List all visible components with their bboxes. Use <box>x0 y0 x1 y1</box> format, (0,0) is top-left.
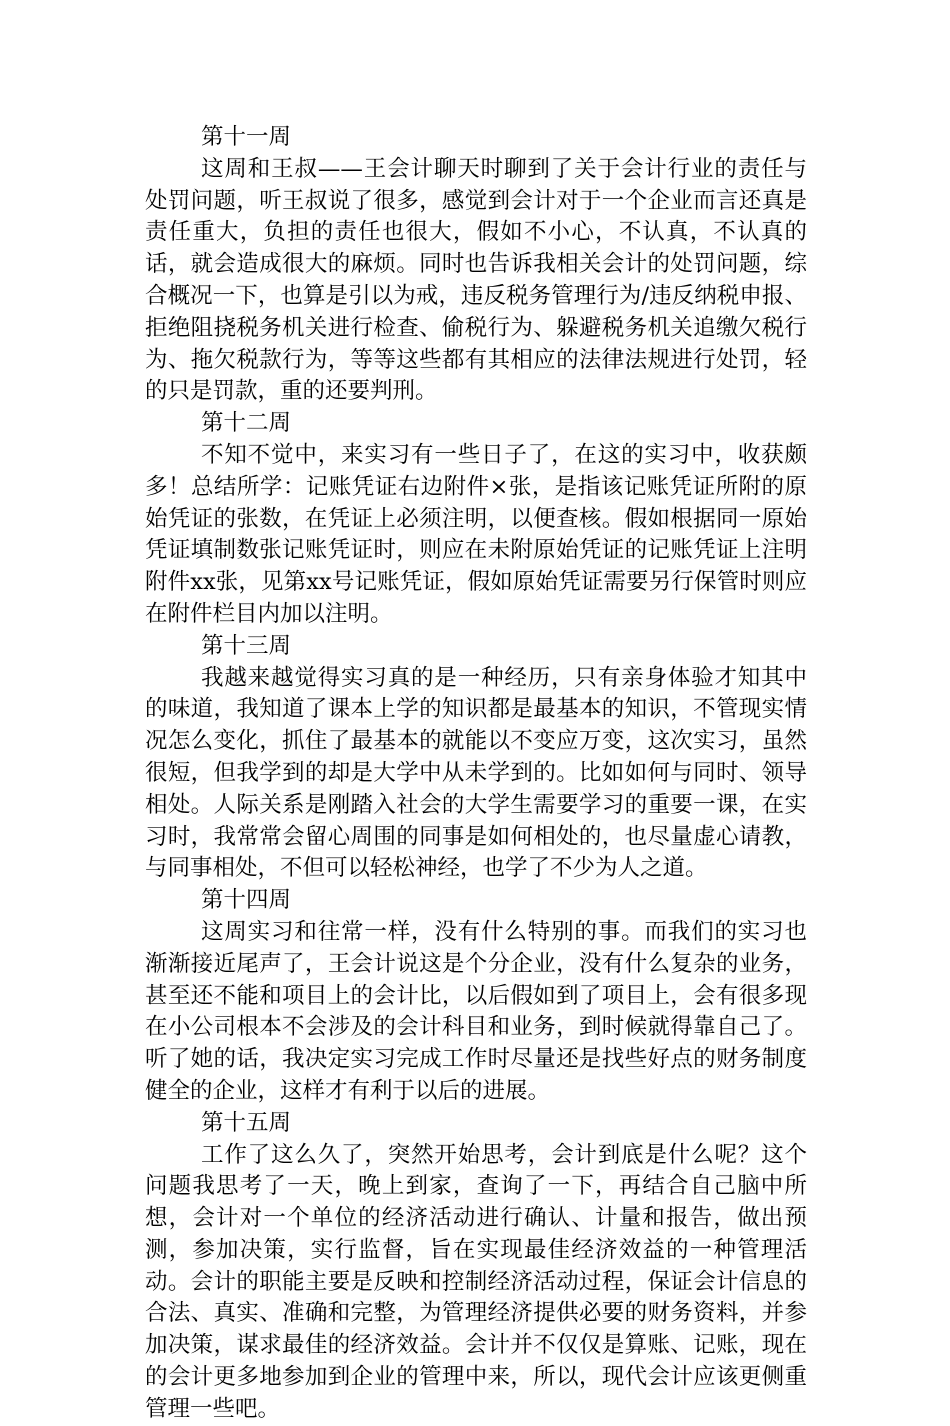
section-heading-week-15: 第十五周 <box>201 1109 292 1136</box>
section-heading-week-13: 第十三周 <box>201 632 292 659</box>
section-heading-week-11: 第十一周 <box>201 124 292 150</box>
section-heading-week-12: 第十二周 <box>201 410 292 437</box>
section-body-week-14: 这周实习和往常一样，没有什么特别的事。而我们的实习也渐渐接近尾声了，王会计说这是个分企业，没有什么复杂的业务，甚至还不能和项目上的会计比，以后假如到了项目上，会有很多现在小公司根本不会涉及的会计科目和业务，到时候就得靠自己了。听了她的话，我决定实习完成工作时尽量还是找些好点的财务制度健全的企业，这样才有利于以后的进展。 <box>145 918 807 1104</box>
section-body-week-13: 我越来越觉得实习真的是一种经历，只有亲身体验才知其中的味道，我知道了课本上学的知识都是最基本的知识，不管现实情况怎么变化，抓住了最基本的就能以不变应万变，这次实习，虽然很短，但我学到的却是大学中从未学到的。比如如何与同时、领导相处。人际关系是刚踏入社会的大学生需要学习的重要一课，在实习时，我常常会留心周围的同事是如何相处的，也尽量虚心请教，与同事相处，不但可以轻松神经，也学了不少为人之道。 <box>145 664 807 882</box>
section-body-week-12: 不知不觉中，来实习有一些日子了，在这的实习中，收获颇多！总结所学：记账凭证右边附件×张，是指该记账凭证所附的原始凭证的张数，在凭证上必须注明，以便查核。假如根据同一原始凭证填制数张记账凭证时，则应在未附原始凭证的记账凭证上注明附件xx张，见第xx号记账凭证，假如原始凭证需要另行保管时则应在附件栏目内加以注明。 <box>145 441 807 627</box>
section-body-week-15: 工作了这么久了，突然开始思考，会计到底是什么呢？这个问题我思考了一天，晚上到家，查询了一下，再结合自己脑中所想，会计对一个单位的经济活动进行确认、计量和报告，做出预测，参加决策，实行监督，旨在实现最佳经济效益的一种管理活动。会计的职能主要是反映和控制经济活动过程，保证会计信息的合法、真实、准确和完整，为管理经济提供必要的财务资料，并参加决策，谋求最佳的经济效益。会计并不仅仅是算账、记账，现在的会计更多地参加到企业的管理中来，所以，现代会计应该更侧重管理一些吧。 <box>145 1141 807 1422</box>
document-page <box>145 122 807 1426</box>
section-body-week-11: 这周和王叔——王会计聊天时聊到了关于会计行业的责任与处罚问题，听王叔说了很多，感觉到会计对于一个企业而言还真是责任重大，负担的责任也很大，假如不小心，不认真，不认真的话，就会造成很大的麻烦。同时也告诉我相关会计的处罚问题，综合概况一下，也算是引以为戒，违反税务管理行为/违反纳税申报、拒绝阻挠税务机关进行检查、偷税行为、躲避税务机关追缴欠税行为、拖欠税款行为，等等这些都有其相应的法律法规进行处罚，轻的只是罚款，重的还要判刑。 <box>145 155 807 405</box>
section-heading-week-14: 第十四周 <box>201 887 292 914</box>
